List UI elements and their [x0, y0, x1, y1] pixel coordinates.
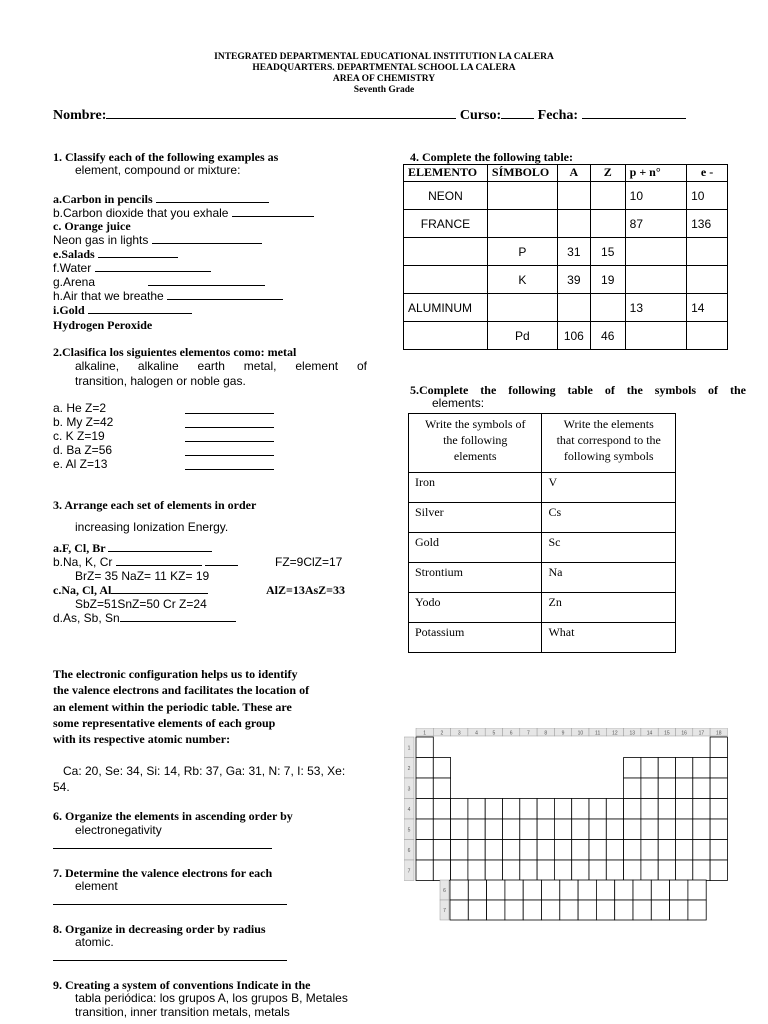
q1-answer-a[interactable]: [156, 192, 269, 203]
q4-cell[interactable]: [487, 294, 557, 322]
group-label: 6: [509, 730, 513, 737]
q2-item-c: c. K Z=19: [53, 429, 105, 443]
q7-answer[interactable]: [53, 894, 287, 905]
periodic-cell[interactable]: [572, 819, 589, 840]
table-row: [409, 533, 676, 563]
periodic-cell[interactable]: [641, 778, 658, 799]
table-row: [409, 473, 676, 503]
periodic-cell[interactable]: [693, 840, 710, 861]
q5-cell[interactable]: Potassium: [409, 623, 542, 653]
fblock-cell[interactable]: [542, 900, 560, 920]
q4-cell: 31: [557, 238, 590, 266]
periodic-cell[interactable]: [503, 840, 520, 861]
fblock-cell[interactable]: [596, 880, 614, 900]
fblock-cell[interactable]: [505, 880, 523, 900]
group-label: 16: [681, 730, 687, 737]
q4-cell[interactable]: [557, 210, 590, 238]
periodic-cell[interactable]: [658, 778, 675, 799]
periodic-cell[interactable]: [554, 799, 571, 820]
q3-c-atomic-numbers-2: SbZ=51SnZ=50 Cr Z=24: [75, 597, 207, 611]
q4-header-a: A: [557, 165, 590, 182]
periodic-cell[interactable]: [572, 799, 589, 820]
table-row: [404, 238, 728, 266]
fblock-cell[interactable]: [523, 900, 541, 920]
q4-cell[interactable]: [625, 266, 686, 294]
q1-item-i: i.Gold: [53, 303, 192, 317]
periodic-cell[interactable]: [468, 819, 485, 840]
q5-header-symbols: Write the symbols of the following elements: [409, 414, 542, 473]
q1-item-g: g.Arena: [53, 275, 265, 289]
periodic-cell[interactable]: [710, 758, 727, 779]
period-label: 6: [407, 847, 411, 854]
periodic-cell[interactable]: [520, 860, 537, 881]
q5-header-row: [409, 414, 676, 473]
intro-paragraph: The electronic configuration helps us to identify the valence electrons and facilitates the location of an element within the periodic table. These are some representative elements of each group with its respective atomic number:: [53, 667, 310, 747]
periodic-cell[interactable]: [606, 799, 623, 820]
q4-cell[interactable]: [590, 294, 625, 322]
periodic-cell[interactable]: [693, 860, 710, 881]
periodic-cell[interactable]: [503, 860, 520, 881]
q1-title: 1. Classify each of the following examples as: [53, 150, 279, 164]
periodic-cell[interactable]: [693, 758, 710, 779]
q4-cell[interactable]: [625, 238, 686, 266]
q1-item-j: Hydrogen Peroxide: [53, 318, 153, 332]
q4-cell: 14: [687, 294, 728, 322]
q3-item-a: a.F, Cl, Br: [53, 541, 212, 555]
periodic-fblock[interactable]: [440, 880, 706, 920]
q2-item-a: a. He Z=2: [53, 401, 107, 415]
q4-cell: FRANCE: [404, 210, 488, 238]
q4-table: [403, 164, 728, 350]
q1-item-d: Neon gas in lights: [53, 233, 262, 247]
periodic-cell[interactable]: [589, 819, 606, 840]
periodic-cell[interactable]: [537, 860, 554, 881]
name-label: Nombre:: [53, 108, 107, 123]
table-row: [404, 322, 728, 350]
periodic-cell[interactable]: [606, 860, 623, 881]
q4-cell[interactable]: [557, 294, 590, 322]
q3-title: 3. Arrange each set of elements in order: [53, 498, 257, 512]
date-field[interactable]: [582, 108, 686, 119]
fblock-cell[interactable]: [487, 880, 505, 900]
fblock-cell[interactable]: [560, 880, 578, 900]
student-info-row: [53, 108, 686, 124]
q2-line2: alkaline, alkaline earth metal, element of: [75, 359, 367, 373]
group-label: 4: [475, 730, 478, 737]
group-label: 11: [595, 730, 601, 737]
group-label: 12: [612, 730, 618, 737]
date-label: Fecha:: [537, 108, 579, 123]
fblock-cell[interactable]: [542, 880, 560, 900]
q8-subtitle: atomic.: [75, 935, 114, 949]
q4-cell: P: [487, 238, 557, 266]
periodic-cell[interactable]: [676, 799, 693, 820]
periodic-cell[interactable]: [485, 819, 502, 840]
periodic-cell[interactable]: [485, 860, 502, 881]
periodic-cell[interactable]: [589, 860, 606, 881]
q5-cell[interactable]: Silver: [409, 503, 542, 533]
periodic-cell[interactable]: [468, 860, 485, 881]
periodic-cell[interactable]: [433, 819, 450, 840]
periodic-cell[interactable]: [624, 840, 641, 861]
q4-cell[interactable]: [487, 182, 557, 210]
q1-answer-b[interactable]: [232, 206, 314, 217]
periodic-cell[interactable]: [710, 737, 727, 758]
group-label: 1: [423, 730, 427, 737]
q5-cell[interactable]: Iron: [409, 473, 542, 503]
q6-subtitle: electronegativity: [75, 823, 162, 837]
table-row: [409, 563, 676, 593]
q2-answer-d[interactable]: [185, 445, 274, 456]
group-label: 13: [629, 730, 636, 737]
school-headquarters: HEADQUARTERS. DEPARTMENTAL SCHOOL LA CALERA: [252, 63, 516, 73]
q4-cell: ALUMINUM: [404, 294, 488, 322]
group-label: 2: [440, 730, 444, 737]
q4-cell[interactable]: [557, 182, 590, 210]
q4-cell: K: [487, 266, 557, 294]
periodic-cell[interactable]: [710, 860, 727, 881]
periodic-cell[interactable]: [416, 819, 433, 840]
fblock-cell[interactable]: [523, 880, 541, 900]
q4-cell[interactable]: [687, 322, 728, 350]
blank-periodic-table: [404, 728, 734, 924]
q5-header-elements: Write the elements that correspond to the following symbols: [542, 414, 676, 473]
q5-cell[interactable]: Na: [542, 563, 676, 593]
periodic-cell[interactable]: [537, 799, 554, 820]
q4-cell[interactable]: [590, 182, 625, 210]
periodic-cell[interactable]: [433, 840, 450, 861]
periodic-cell[interactable]: [554, 840, 571, 861]
q3-subtitle: increasing Ionization Energy.: [75, 520, 229, 534]
fblock-cell[interactable]: [615, 900, 633, 920]
periodic-cell[interactable]: [589, 840, 606, 861]
periodic-cell[interactable]: [624, 799, 641, 820]
periodic-cell[interactable]: [520, 799, 537, 820]
periodic-cell[interactable]: [416, 778, 433, 799]
table-row: [409, 623, 676, 653]
q2-answer-a[interactable]: [185, 403, 274, 414]
q6-answer[interactable]: [53, 838, 272, 849]
q2-answer-e[interactable]: [185, 459, 274, 470]
q1-answer-f[interactable]: [95, 261, 211, 272]
q4-header-row: [404, 165, 728, 182]
q4-cell[interactable]: [687, 266, 728, 294]
periodic-cell[interactable]: [451, 860, 468, 881]
fblock-cell[interactable]: [450, 900, 468, 920]
q4-cell: 46: [590, 322, 625, 350]
q4-cell: Pd: [487, 322, 557, 350]
q4-header-elemento: ELEMENTO: [404, 165, 488, 182]
periodic-cell[interactable]: [416, 737, 433, 758]
q1-item-e: e.Salads: [53, 247, 178, 261]
periodic-cell[interactable]: [658, 758, 675, 779]
q1-subtitle: element, compound or mixture:: [75, 163, 241, 177]
q5-table: [408, 413, 676, 653]
fblock-cell[interactable]: [596, 900, 614, 920]
q3-b-atomic-numbers-2: BrZ= 35 NaZ= 11 KZ= 19: [75, 569, 210, 583]
q9-title: 9. Creating a system of conventions Indicate in the: [53, 978, 311, 992]
periodic-cell[interactable]: [416, 860, 433, 881]
periodic-cell[interactable]: [606, 840, 623, 861]
q2-item-d: d. Ba Z=56: [53, 443, 113, 457]
q1-item-f: f.Water: [53, 261, 211, 275]
periodic-period-labels: [404, 737, 414, 881]
fblock-cell[interactable]: [487, 900, 505, 920]
periodic-cell[interactable]: [416, 758, 433, 779]
q4-header-pn: p + n°: [625, 165, 686, 182]
q3-item-c: c.Na, Cl, Al: [53, 583, 208, 597]
periodic-cell[interactable]: [485, 799, 502, 820]
q2-item-b: b. My Z=42: [53, 415, 114, 429]
q9-line2: tabla periódica: los grupos A, los grupos B, Metales: [75, 991, 348, 1005]
q5-cell[interactable]: Strontium: [409, 563, 542, 593]
grade-level: Seventh Grade: [353, 85, 415, 95]
periodic-cell[interactable]: [641, 860, 658, 881]
period-label: 3: [407, 786, 411, 793]
table-row: [404, 182, 728, 210]
periodic-cell[interactable]: [624, 860, 641, 881]
periodic-cell[interactable]: [676, 840, 693, 861]
q1-answer-i[interactable]: [88, 303, 192, 314]
group-label: 8: [544, 730, 548, 737]
periodic-cell[interactable]: [433, 799, 450, 820]
q4-cell: 39: [557, 266, 590, 294]
q3-answer-d[interactable]: [120, 611, 236, 622]
periodic-cell[interactable]: [451, 840, 468, 861]
periodic-cell[interactable]: [641, 819, 658, 840]
periodic-cell[interactable]: [658, 799, 675, 820]
q8-title: 8. Organize in decreasing order by radius: [53, 922, 266, 936]
periodic-cell[interactable]: [485, 840, 502, 861]
group-label: 3: [457, 730, 461, 737]
periodic-cell[interactable]: [554, 819, 571, 840]
name-field[interactable]: [106, 108, 456, 119]
period-label: 2: [407, 765, 411, 772]
periodic-cell[interactable]: [572, 860, 589, 881]
q1-item-a: a.Carbon in pencils: [53, 192, 269, 206]
periodic-cell[interactable]: [503, 819, 520, 840]
fblock-cell[interactable]: [688, 900, 706, 920]
table-row: [404, 266, 728, 294]
periodic-cell[interactable]: [606, 819, 623, 840]
periodic-cell[interactable]: [451, 819, 468, 840]
fblock-label: 6: [443, 888, 446, 894]
periodic-cell[interactable]: [676, 778, 693, 799]
periodic-cell[interactable]: [710, 778, 727, 799]
fblock-cell[interactable]: [505, 900, 523, 920]
fblock-cell[interactable]: [633, 900, 651, 920]
q1-answer-e[interactable]: [98, 247, 178, 258]
periodic-cell[interactable]: [641, 799, 658, 820]
periodic-cell[interactable]: [433, 758, 450, 779]
school-name: INTEGRATED DEPARTMENTAL EDUCATIONAL INSTITUTION LA CALERA: [214, 52, 554, 62]
q3-answer-b2[interactable]: [205, 555, 238, 566]
q3-answer-b[interactable]: [116, 555, 202, 566]
fblock-cell[interactable]: [651, 880, 669, 900]
q1-answer-h[interactable]: [167, 289, 283, 300]
periodic-cell[interactable]: [676, 758, 693, 779]
q2-item-e: e. Al Z=13: [53, 457, 108, 471]
fblock-cell[interactable]: [578, 880, 596, 900]
periodic-cell[interactable]: [658, 840, 675, 861]
fblock-cell[interactable]: [468, 880, 486, 900]
period-label: 5: [407, 827, 411, 834]
q5-cell[interactable]: What: [542, 623, 676, 653]
group-label: 15: [664, 730, 670, 737]
q5-cell[interactable]: Sc: [542, 533, 676, 563]
periodic-cell[interactable]: [693, 799, 710, 820]
fblock-cell[interactable]: [651, 900, 669, 920]
periodic-cell[interactable]: [416, 840, 433, 861]
periodic-cell[interactable]: [676, 819, 693, 840]
q5-cell[interactable]: Yodo: [409, 593, 542, 623]
table-row: [404, 210, 728, 238]
q5-cell[interactable]: Cs: [542, 503, 676, 533]
q3-b-atomic-numbers: FZ=9ClZ=17: [275, 555, 343, 569]
q4-cell[interactable]: [404, 266, 488, 294]
table-row: [409, 593, 676, 623]
fblock-cell[interactable]: [450, 880, 468, 900]
q4-cell: 106: [557, 322, 590, 350]
q5-subtitle: elements:: [432, 396, 485, 410]
table-row: [409, 503, 676, 533]
group-label: 5: [492, 730, 496, 737]
periodic-cell[interactable]: [710, 840, 727, 861]
q4-cell: 15: [590, 238, 625, 266]
periodic-cell[interactable]: [503, 799, 520, 820]
group-label: 9: [561, 730, 565, 737]
q2-answer-c[interactable]: [185, 431, 274, 442]
periodic-cell[interactable]: [641, 840, 658, 861]
q1-item-b: b.Carbon dioxide that you exhale: [53, 206, 314, 220]
q4-title: 4. Complete the following table:: [410, 150, 573, 164]
q4-cell[interactable]: [404, 238, 488, 266]
course-field[interactable]: [501, 108, 534, 119]
period-label: 7: [407, 868, 411, 875]
periodic-cell[interactable]: [676, 860, 693, 881]
periodic-cell[interactable]: [433, 860, 450, 881]
q6-title: 6. Organize the elements in ascending order by: [53, 809, 293, 823]
q2-answer-b[interactable]: [185, 417, 274, 428]
fblock-cell[interactable]: [578, 900, 596, 920]
fblock-cell[interactable]: [560, 900, 578, 920]
q4-header-z: Z: [590, 165, 625, 182]
q3-answer-c[interactable]: [111, 583, 208, 594]
table-row: [404, 294, 728, 322]
periodic-group-labels: [416, 728, 727, 737]
q4-cell[interactable]: 10: [687, 182, 728, 210]
q4-cell[interactable]: [590, 210, 625, 238]
periodic-cell[interactable]: [520, 819, 537, 840]
periodic-cell[interactable]: [468, 799, 485, 820]
q3-item-b: b.Na, K, Cr: [53, 555, 238, 569]
periodic-cell[interactable]: [554, 860, 571, 881]
period-label: 4: [407, 806, 411, 813]
periodic-cell[interactable]: [572, 840, 589, 861]
group-label: 10: [577, 730, 584, 737]
periodic-cell[interactable]: [693, 819, 710, 840]
group-label: 18: [715, 730, 722, 737]
q4-cell: 87: [625, 210, 686, 238]
periodic-cell[interactable]: [710, 819, 727, 840]
q4-header-e: e -: [687, 165, 728, 182]
periodic-cell[interactable]: [520, 840, 537, 861]
intro-elements-2: 54.: [53, 780, 70, 794]
q1-answer-g[interactable]: [148, 275, 265, 286]
q8-answer[interactable]: [53, 950, 287, 961]
periodic-cell[interactable]: [416, 799, 433, 820]
periodic-cell[interactable]: [624, 778, 641, 799]
group-label: 7: [527, 730, 530, 737]
fblock-cell[interactable]: [670, 880, 688, 900]
periodic-cells[interactable]: [416, 737, 727, 881]
periodic-cell[interactable]: [537, 819, 554, 840]
q5-cell[interactable]: Zn: [542, 593, 676, 623]
q4-cell[interactable]: 136: [687, 210, 728, 238]
subject-area: AREA OF CHEMISTRY: [332, 74, 436, 84]
q2-title: 2.Clasifica los siguientes elementos como: metal: [53, 345, 297, 359]
intro-elements: Ca: 20, Se: 34, Si: 14, Rb: 37, Ga: 31, N: 7, I: 53, Xe:: [63, 764, 346, 778]
q1-item-h: h.Air that we breathe: [53, 289, 283, 303]
q7-subtitle: element: [75, 879, 118, 893]
q2-line3: transition, halogen or noble gas.: [75, 374, 246, 388]
periodic-cell[interactable]: [589, 799, 606, 820]
fblock-cell[interactable]: [688, 880, 706, 900]
q5-cell[interactable]: Gold: [409, 533, 542, 563]
fblock-cell[interactable]: [633, 880, 651, 900]
group-label: 14: [646, 730, 653, 737]
period-label: 1: [407, 745, 411, 752]
periodic-cell[interactable]: [641, 758, 658, 779]
q9-line3: transition, inner transition metals, metals: [75, 1005, 290, 1019]
q4-cell[interactable]: [625, 322, 686, 350]
q3-c-atomic-numbers: AlZ=13AsZ=33: [266, 583, 346, 597]
q3-answer-a[interactable]: [108, 541, 212, 552]
fblock-label: 7: [443, 908, 446, 914]
group-label: 17: [698, 730, 705, 737]
q5-title: 5.Complete the following table of the symbols of the: [410, 383, 746, 397]
q1-item-c: c. Orange juice: [53, 219, 131, 233]
periodic-cell[interactable]: [658, 860, 675, 881]
periodic-cell[interactable]: [537, 840, 554, 861]
periodic-cell[interactable]: [433, 778, 450, 799]
q4-cell: 13: [625, 294, 686, 322]
periodic-cell[interactable]: [693, 778, 710, 799]
q4-cell[interactable]: [404, 322, 488, 350]
fblock-cell[interactable]: [670, 900, 688, 920]
q3-item-d: d.As, Sb, Sn: [53, 611, 236, 625]
q1-answer-d[interactable]: [152, 233, 262, 244]
q4-cell: 10: [625, 182, 686, 210]
q4-cell: 19: [590, 266, 625, 294]
q4-cell[interactable]: [487, 210, 557, 238]
periodic-cell[interactable]: [624, 758, 641, 779]
periodic-cell[interactable]: [710, 799, 727, 820]
q5-cell[interactable]: V: [542, 473, 676, 503]
fblock-cell[interactable]: [615, 880, 633, 900]
periodic-cell[interactable]: [624, 819, 641, 840]
q4-header-simbolo: SÍMBOLO: [487, 165, 557, 182]
periodic-cell[interactable]: [658, 819, 675, 840]
q4-cell[interactable]: [687, 238, 728, 266]
periodic-cell[interactable]: [451, 799, 468, 820]
fblock-cell[interactable]: [468, 900, 486, 920]
q4-cell: NEON: [404, 182, 488, 210]
course-label: Curso:: [459, 108, 502, 123]
periodic-cell[interactable]: [468, 840, 485, 861]
q7-title: 7. Determine the valence electrons for each: [53, 866, 273, 880]
